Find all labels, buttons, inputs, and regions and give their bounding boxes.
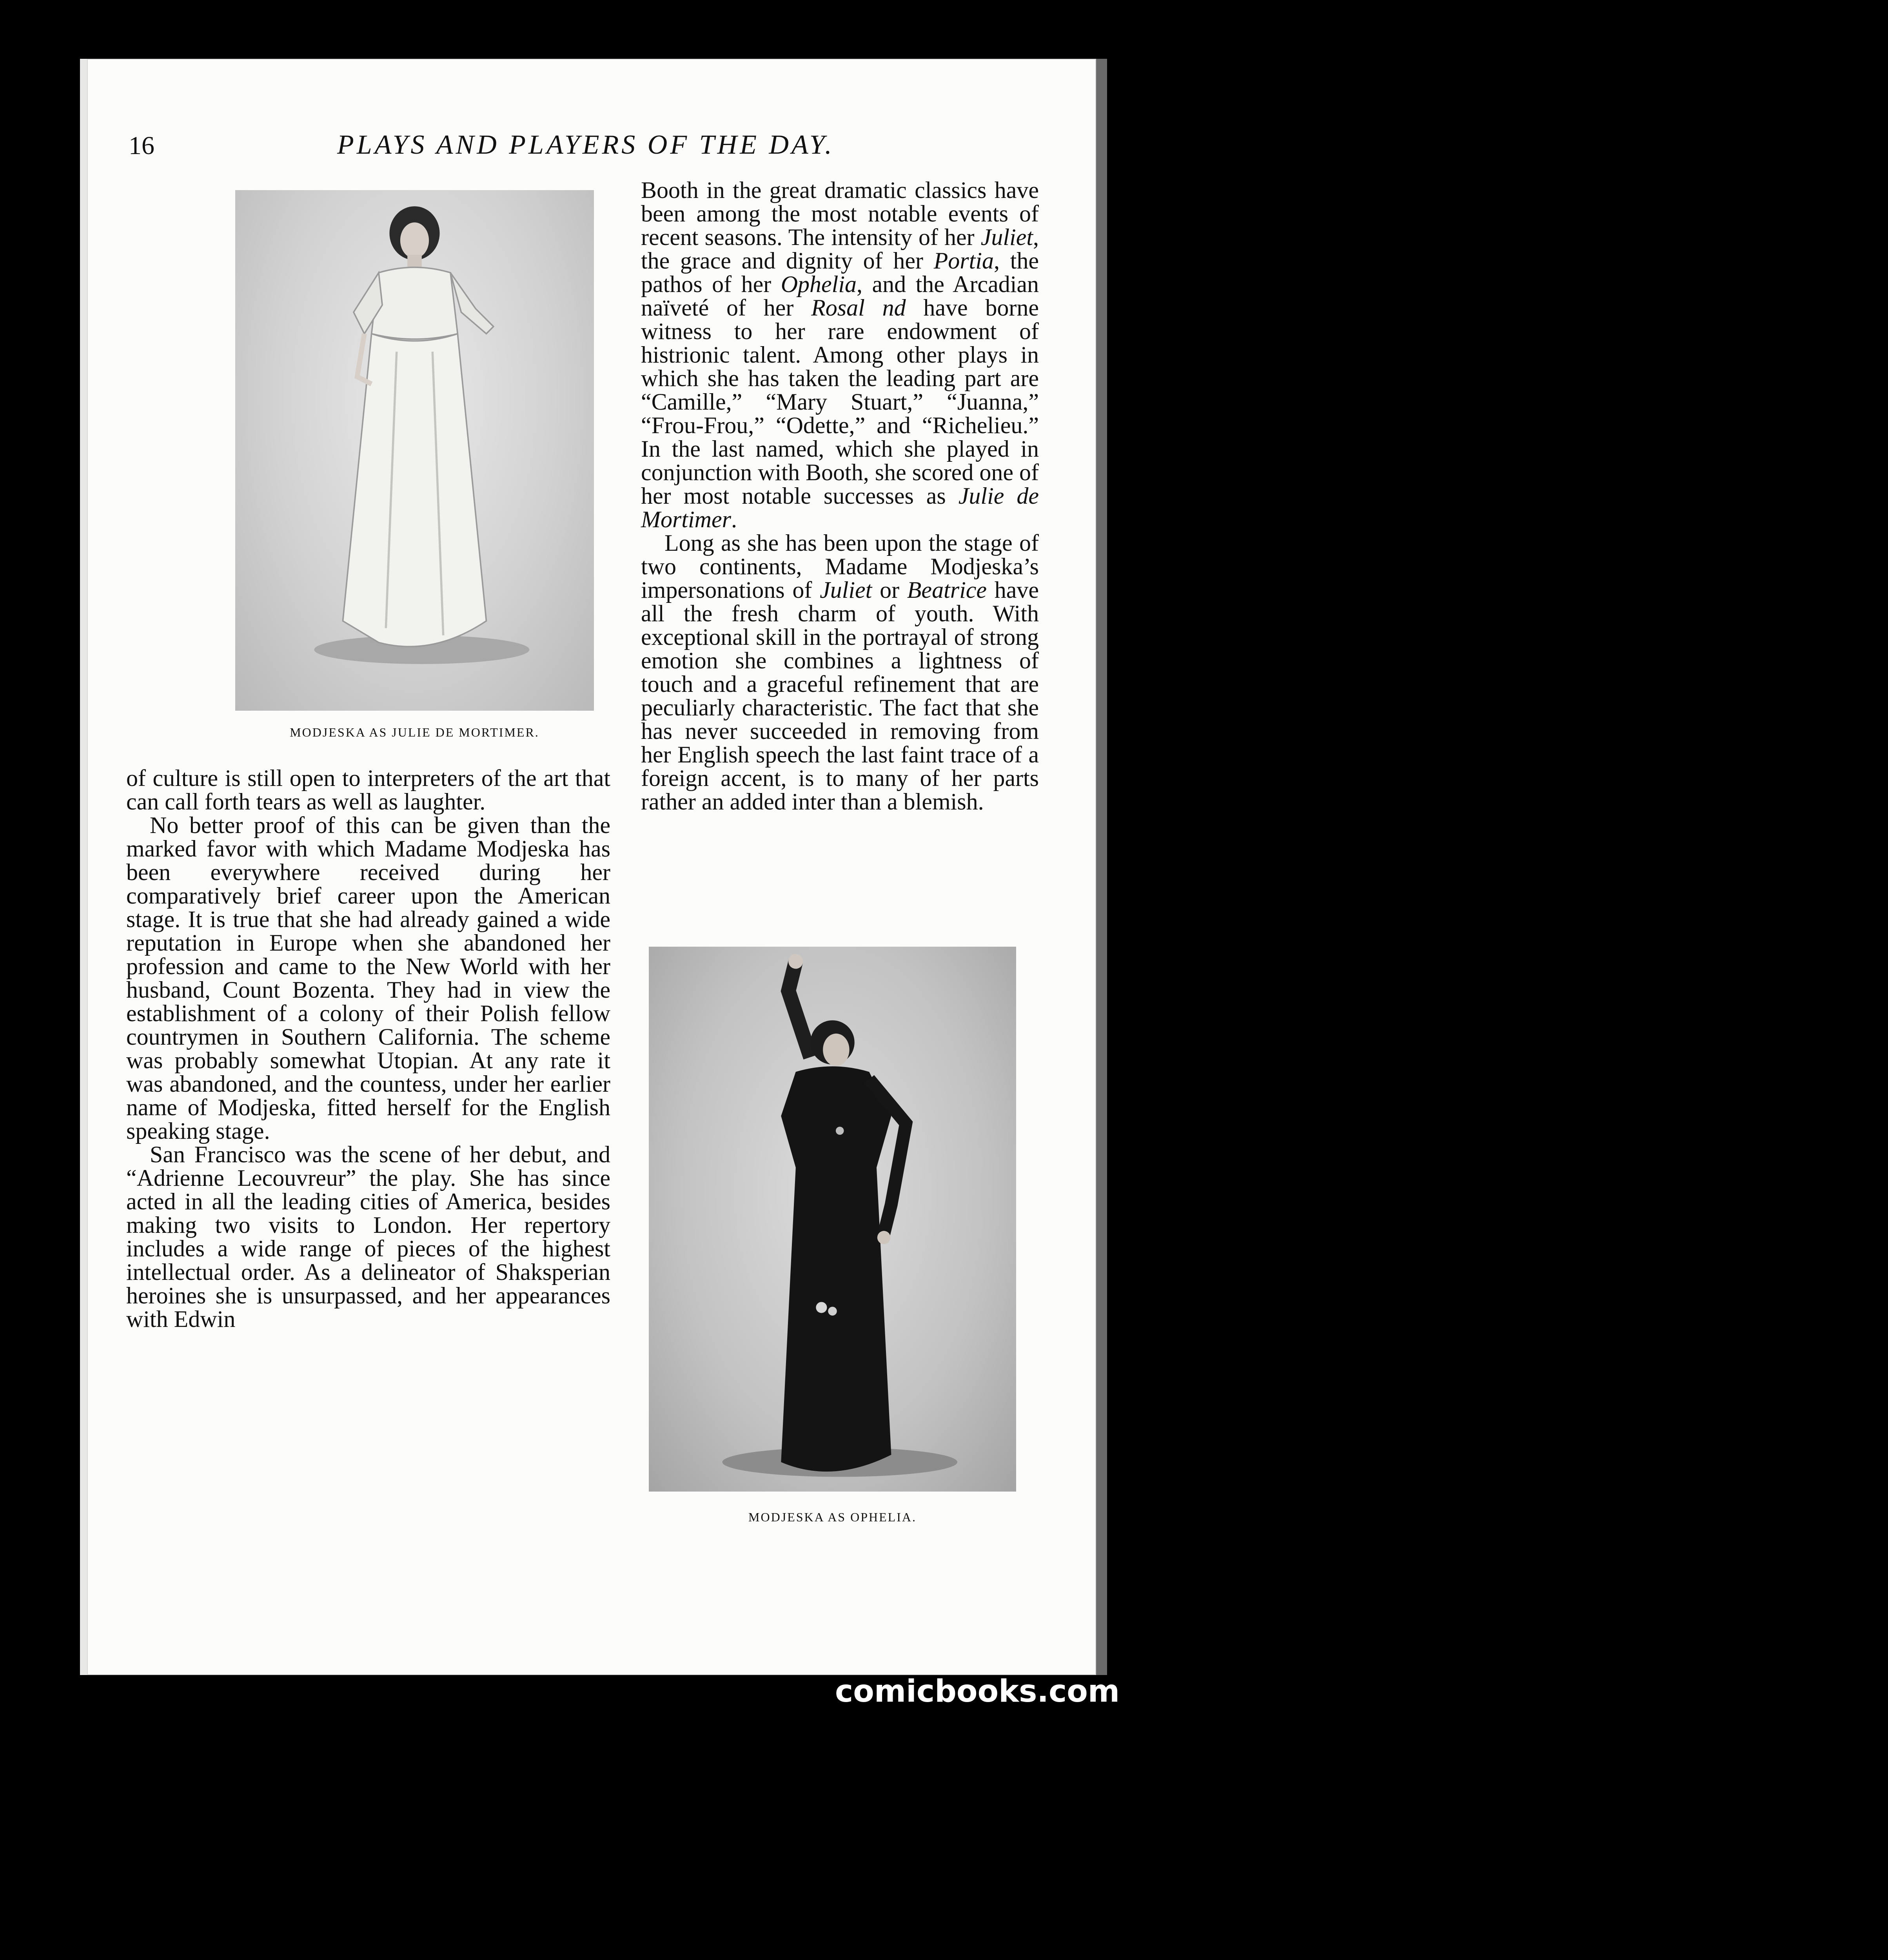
right-paragraph-2: Long as she has been upon the stage of two continents, Madame Modjeska’s impersonations of Juliet or Beatrice have all the fresh charm of youth. With exceptional skill in the portrayal of strong emotion she combines a lightness of touch and a graceful refinement that are peculiarly characteristic. The fact that she has never succeeded in removing from her English speech the last faint trace of a foreign accent, is to many of her parts rather an added inter than a blemish. <box>641 530 1039 815</box>
caption-ophelia: MODJESKA AS OPHELIA. <box>748 1510 917 1524</box>
right-text-column <box>641 178 1039 813</box>
watermark-logo: comicbooks.com <box>835 1674 1120 1709</box>
left-paragraph-3: San Francisco was the scene of her debut, and “Adrienne Lecouvreur” the play. She has since acted in all the leading cities of America, besides making two visits to London. Her repertory includes a wide range of pieces of the highest intellectual order. As a delineator of Shaksperian heroines she is unsurpassed, and her appearances with Edwin <box>126 1142 610 1332</box>
right-paragraph-1: Booth in the great dramatic classics have been among the most notable events of recent seasons. The intensity of her Juliet, the grace and dignity of her Portia, the pathos of her Ophelia, and the Arcadian naïveté of her Rosal nd have borne witness to her rare endowment of histrionic talent. Among other plays in which she has taken the leading part are “Camille,” “Mary Stuart,” “Juanna,” “Frou-Frou,” “Odette,” and “Richelieu.” In the last named, which she played in conjunction with Booth, she scored one of her most notable successes as Julie de Mortimer. <box>641 177 1039 532</box>
left-paragraph-2: No better proof of this can be given than the marked favor with which Madame Modjeska has been everywhere received during her comparatively brief career upon the American stage. It is true that she had already gained a wide reputation in Europe when she abandoned her profession and came to the New World with her husband, Count Bozenta. They had in view the establishment of a colony of their Polish fellow countrymen in Southern California. The scheme was probably somewhat Utopian. At any rate it was abandoned, and the countess, under her earlier name of Modjeska, fitted herself for the English speaking stage. <box>126 812 610 1144</box>
page-number: 16 <box>129 131 154 160</box>
page-right-edge <box>1096 59 1107 1675</box>
running-title: PLAYS AND PLAYERS OF THE DAY. <box>337 130 835 160</box>
photo-julie-de-mortimer <box>235 190 594 711</box>
photo-ophelia <box>649 947 1016 1492</box>
page-left-edge <box>80 59 87 1675</box>
caption-julie-de-mortimer: MODJESKA AS JULIE DE MORTIMER. <box>290 725 539 739</box>
left-text-column <box>126 766 610 1331</box>
left-paragraph-1: of culture is still open to interpreters of the art that can call forth tears as well as laughter. <box>126 765 610 815</box>
